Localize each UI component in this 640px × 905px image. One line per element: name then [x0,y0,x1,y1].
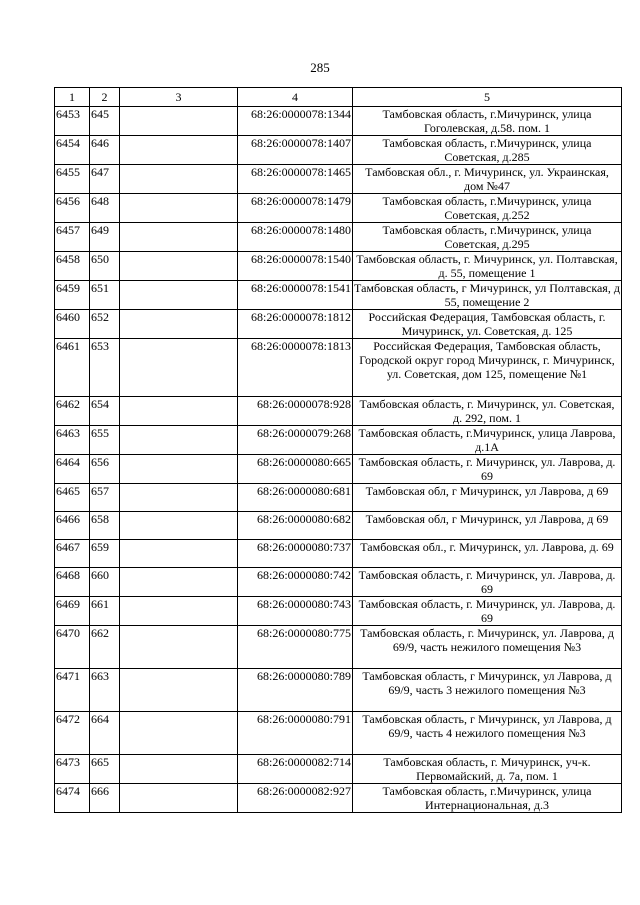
cadastral-number: 68:26:0000080:791 [238,712,353,755]
cadastral-number: 68:26:0000080:789 [238,669,353,712]
cadastral-number: 68:26:0000078:1812 [238,310,353,339]
address: Тамбовская область, г.Мичуринск, улица Советская, д.295 [353,223,622,252]
table-row [55,512,622,540]
address: Тамбовская область, г. Мичуринск, ул. Лаврова, д 69/9, часть нежилого помещения №3 [353,626,622,669]
address: Тамбовская область, г. Мичуринск, ул. Советская, д. 292, пом. 1 [353,397,622,426]
row-number: 6470 [55,626,90,669]
row-number: 6474 [55,784,90,813]
item-number: 662 [90,626,120,669]
column-3-cell [120,669,238,712]
address: Тамбовская область, г.Мичуринск, улица Советская, д.252 [353,194,622,223]
table-row [55,669,622,712]
address: Тамбовская область, г. Мичуринск, уч-к. Первомайский, д. 7а, пом. 1 [353,755,622,784]
row-number: 6463 [55,426,90,455]
row-number: 6465 [55,484,90,512]
table-row [55,136,622,165]
address: Тамбовская обл., г. Мичуринск, ул. Украинская, дом №47 [353,165,622,194]
column-3-cell [120,165,238,194]
column-3-cell [120,339,238,397]
column-3-cell [120,784,238,813]
address: Тамбовская область, г. Мичуринск, ул. Полтавская, д. 55, помещение 1 [353,252,622,281]
row-number: 6455 [55,165,90,194]
table-row [55,426,622,455]
cadastral-number: 68:26:0000080:743 [238,597,353,626]
table-row [55,755,622,784]
table-row [55,568,622,597]
row-number: 6460 [55,310,90,339]
column-3-cell [120,194,238,223]
row-number: 6454 [55,136,90,165]
row-number: 6464 [55,455,90,484]
item-number: 660 [90,568,120,597]
item-number: 647 [90,165,120,194]
address: Тамбовская область, г Мичуринск, ул Лаврова, д 69/9, часть 4 нежилого помещения №3 [353,712,622,755]
column-3-cell [120,597,238,626]
row-number: 6472 [55,712,90,755]
address: Тамбовская обл., г. Мичуринск, ул. Лаврова, д. 69 [353,540,622,568]
item-number: 665 [90,755,120,784]
row-number: 6461 [55,339,90,397]
item-number: 654 [90,397,120,426]
item-number: 650 [90,252,120,281]
cadastral-number: 68:26:0000078:1465 [238,165,353,194]
column-3-cell [120,426,238,455]
table-row [55,455,622,484]
page-number: 285 [310,60,330,75]
table-row [55,339,622,397]
cadastral-number: 68:26:0000078:1479 [238,194,353,223]
column-3-cell [120,136,238,165]
cadastral-number: 68:26:0000082:714 [238,755,353,784]
item-number: 663 [90,669,120,712]
address: Тамбовская область, г.Мичуринск, улица Лаврова, д.1А [353,426,622,455]
item-number: 651 [90,281,120,310]
table-row [55,281,622,310]
address: Тамбовская область, г.Мичуринск, улица Интернациональная, д.3 [353,784,622,813]
cadastral-number: 68:26:0000080:665 [238,455,353,484]
address: Тамбовская область, г. Мичуринск, ул. Лаврова, д. 69 [353,568,622,597]
address: Российская Федерация, Тамбовская область, г. Мичуринск, ул. Советская, д. 125 [353,310,622,339]
address: Тамбовская область, г. Мичуринск, ул. Лаврова, д. 69 [353,455,622,484]
table-row [55,597,622,626]
cadastral-number: 68:26:0000082:927 [238,784,353,813]
table-row [55,107,622,136]
address: Тамбовская область, г Мичуринск, ул Полтавская, д 55, помещение 2 [354,281,620,309]
table-row [55,540,622,568]
item-number: 657 [90,484,120,512]
cadastral-number: 68:26:0000078:1344 [238,107,353,136]
address: Тамбовская обл, г Мичуринск, ул Лаврова, д 69 [353,484,622,512]
address: Тамбовская обл, г Мичуринск, ул Лаврова, д 69 [353,512,622,540]
table-row [55,165,622,194]
row-number: 6458 [55,252,90,281]
row-number: 6473 [55,755,90,784]
address: Тамбовская область, г.Мичуринск, улица Советская, д.285 [353,136,622,165]
column-3-cell [120,252,238,281]
address: Российская Федерация, Тамбовская область, Городской округ город Мичуринск, г. Мичуринск, ул. Советская, дом 125, помещение №1 [353,339,622,397]
column-3-cell [120,512,238,540]
table-row [55,252,622,281]
row-number: 6471 [55,669,90,712]
column-3-cell [120,755,238,784]
item-number: 648 [90,194,120,223]
address: Тамбовская область, г Мичуринск, ул Лаврова, д 69/9, часть 3 нежилого помещения №3 [353,669,622,712]
item-number: 661 [90,597,120,626]
cadastral-number: 68:26:0000080:681 [238,484,353,512]
column-3-cell [120,540,238,568]
cadastral-number: 68:26:0000078:1813 [238,339,353,397]
header-col-1: 1 [55,88,90,107]
row-number: 6456 [55,194,90,223]
item-number: 649 [90,223,120,252]
row-number: 6459 [55,281,90,310]
table-row [55,397,622,426]
row-number: 6462 [55,397,90,426]
table-row [55,223,622,252]
row-number: 6469 [55,597,90,626]
header-col-3: 3 [120,88,238,107]
column-3-cell [120,626,238,669]
cadastral-number: 68:26:0000078:1407 [238,136,353,165]
item-number: 658 [90,512,120,540]
column-3-cell [120,310,238,339]
registry-table [54,87,622,813]
item-number: 652 [90,310,120,339]
item-number: 656 [90,455,120,484]
cadastral-number: 68:26:0000080:775 [238,626,353,669]
item-number: 659 [90,540,120,568]
table-row [55,712,622,755]
column-3-cell [120,223,238,252]
item-number: 664 [90,712,120,755]
column-3-cell [120,455,238,484]
table-row [55,310,622,339]
header-col-5: 5 [353,88,622,107]
table-header-row [55,88,622,107]
item-number: 645 [90,107,120,136]
row-number: 6453 [55,107,90,136]
cadastral-number: 68:26:0000080:682 [238,512,353,540]
column-3-cell [120,281,238,310]
table-body [55,107,622,813]
column-3-cell [120,568,238,597]
header-col-4: 4 [238,88,353,107]
cadastral-number: 68:26:0000078:928 [238,397,353,426]
table-row [55,194,622,223]
cadastral-number: 68:26:0000078:1541 [238,281,353,310]
cadastral-number: 68:26:0000078:1480 [238,223,353,252]
column-3-cell [120,484,238,512]
cadastral-number: 68:26:0000080:742 [238,568,353,597]
cadastral-number: 68:26:0000080:737 [238,540,353,568]
cadastral-number: 68:26:0000079:268 [238,426,353,455]
header-col-2: 2 [90,88,120,107]
item-number: 646 [90,136,120,165]
row-number: 6466 [55,512,90,540]
item-number: 655 [90,426,120,455]
item-number: 666 [90,784,120,813]
address: Тамбовская область, г. Мичуринск, ул. Лаврова, д. 69 [353,597,622,626]
row-number: 6467 [55,540,90,568]
column-3-cell [120,397,238,426]
column-3-cell [120,712,238,755]
table-row [55,784,622,813]
table-row [55,626,622,669]
row-number: 6457 [55,223,90,252]
column-3-cell [120,107,238,136]
cadastral-number: 68:26:0000078:1540 [238,252,353,281]
item-number: 653 [90,339,120,397]
row-number: 6468 [55,568,90,597]
address: Тамбовская область, г.Мичуринск, улица Гоголевская, д.58. пом. 1 [353,107,622,136]
table-row [55,484,622,512]
